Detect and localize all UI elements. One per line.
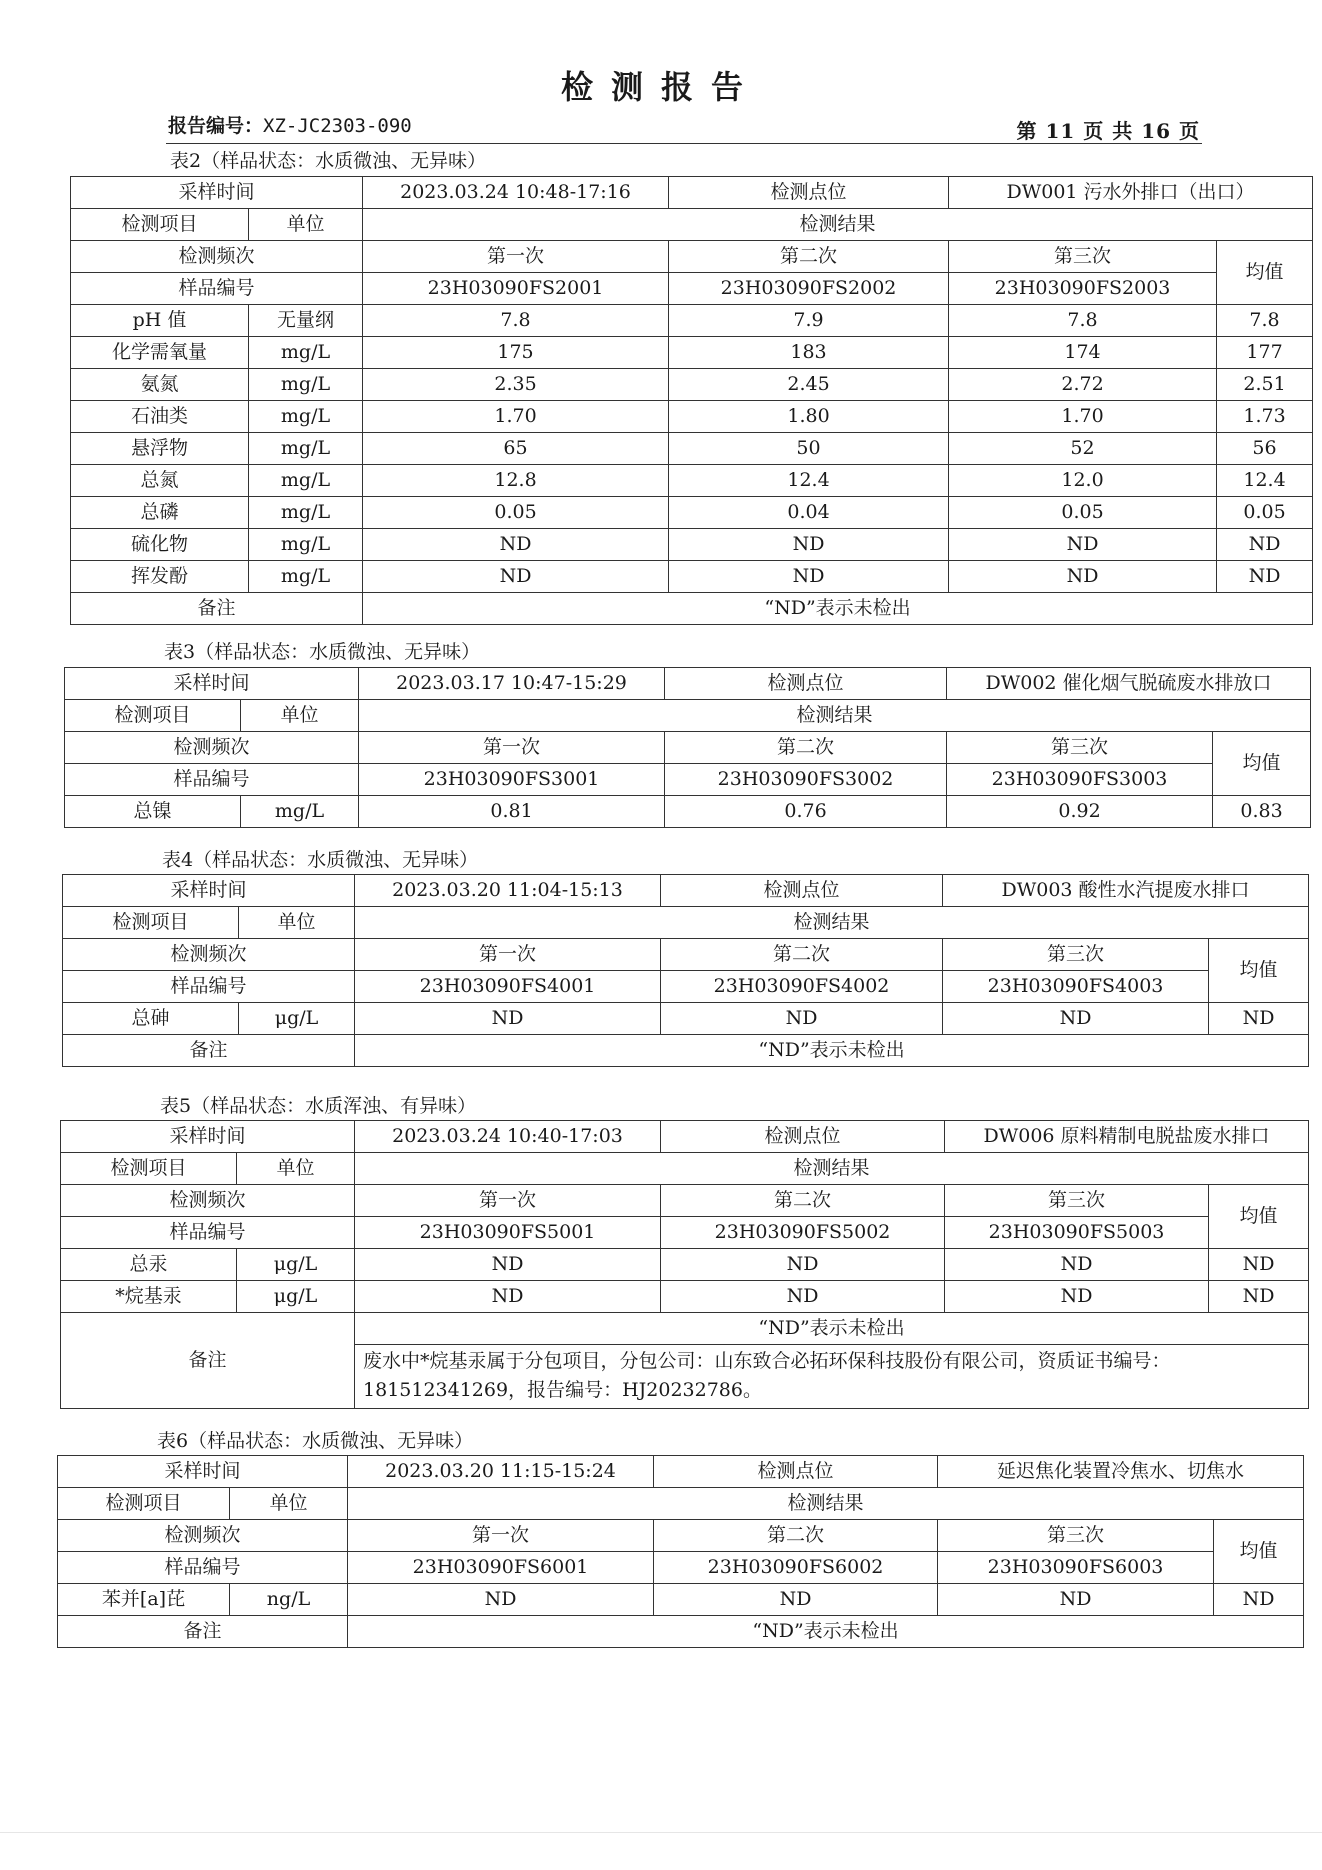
value-first: 175: [363, 337, 669, 369]
monitoring-point-label: 检测点位: [661, 1121, 945, 1153]
frequency-row: [58, 1520, 1304, 1552]
result-header: 检测结果: [355, 907, 1309, 939]
mean-header: 均值: [1209, 1185, 1309, 1249]
value-first: ND: [355, 1003, 661, 1035]
table-caption: 表4（样品状态：水质微浊、无异味）: [162, 849, 479, 871]
table-row: [71, 529, 1313, 561]
sample-no-label: 样品编号: [65, 764, 359, 796]
test-item-header: 检测项目: [63, 907, 239, 939]
monitoring-point-value: 延迟焦化装置冷焦水、切焦水: [938, 1456, 1304, 1488]
parameter-unit: mg/L: [249, 561, 363, 593]
frequency-first: 第一次: [355, 939, 661, 971]
sample-no-value: 23H03090FS2001: [363, 273, 669, 305]
table-caption: 表5（样品状态：水质浑浊、有异味）: [160, 1095, 477, 1117]
remark-row: [61, 1313, 1309, 1345]
monitoring-point-label: 检测点位: [661, 875, 943, 907]
value-mean: ND: [1209, 1249, 1309, 1281]
frequency-row: [65, 732, 1311, 764]
header-row: [71, 209, 1313, 241]
value-third: ND: [943, 1003, 1209, 1035]
monitoring-point-label: 检测点位: [669, 177, 949, 209]
sample-no-value: 23H03090FS6001: [348, 1552, 654, 1584]
frequency-row: [61, 1185, 1309, 1217]
sample-no-value: 23H03090FS5001: [355, 1217, 661, 1249]
sample-no-value: 23H03090FS2003: [949, 273, 1217, 305]
remark-label: 备注: [58, 1616, 348, 1648]
parameter-name: 石油类: [71, 401, 249, 433]
value-first: ND: [363, 529, 669, 561]
parameter-unit: ng/L: [230, 1584, 348, 1616]
frequency-third: 第三次: [943, 939, 1209, 971]
value-mean: 56: [1217, 433, 1313, 465]
value-third: 2.72: [949, 369, 1217, 401]
parameter-name: 化学需氧量: [71, 337, 249, 369]
value-mean: ND: [1209, 1003, 1309, 1035]
table-row: [61, 1249, 1309, 1281]
value-mean: ND: [1217, 529, 1313, 561]
value-mean: ND: [1214, 1584, 1304, 1616]
result-table: [57, 1455, 1304, 1648]
sampling-row: [71, 177, 1313, 209]
sample-no-label: 样品编号: [58, 1552, 348, 1584]
unit-header: 单位: [249, 209, 363, 241]
frequency-second: 第二次: [661, 939, 943, 971]
value-third: 174: [949, 337, 1217, 369]
sample-no-row: [61, 1217, 1309, 1249]
value-first: ND: [348, 1584, 654, 1616]
test-item-header: 检测项目: [61, 1153, 237, 1185]
table-caption: 表6（样品状态：水质微浊、无异味）: [157, 1430, 474, 1452]
mean-header: 均值: [1209, 939, 1309, 1003]
mean-header: 均值: [1214, 1520, 1304, 1584]
value-first: 2.35: [363, 369, 669, 401]
sample-no-row: [58, 1552, 1304, 1584]
value-mean: 2.51: [1217, 369, 1313, 401]
value-second: 183: [669, 337, 949, 369]
mean-header: 均值: [1217, 241, 1313, 305]
frequency-first: 第一次: [355, 1185, 661, 1217]
test-item-header: 检测项目: [65, 700, 241, 732]
test-item-header: 检测项目: [58, 1488, 230, 1520]
frequency-label: 检测频次: [65, 732, 359, 764]
parameter-name: 总汞: [61, 1249, 237, 1281]
parameter-name: 氨氮: [71, 369, 249, 401]
parameter-name: 总镍: [65, 796, 241, 828]
unit-header: 单位: [241, 700, 359, 732]
parameter-unit: μg/L: [237, 1249, 355, 1281]
value-second: 7.9: [669, 305, 949, 337]
value-first: ND: [355, 1281, 661, 1313]
value-third: 0.92: [947, 796, 1213, 828]
value-first: 1.70: [363, 401, 669, 433]
monitoring-point-value: DW001 污水外排口（出口）: [949, 177, 1313, 209]
table-row: [63, 1003, 1309, 1035]
value-first: ND: [363, 561, 669, 593]
report-title: 检测报告: [560, 68, 761, 106]
table-row: [71, 369, 1313, 401]
value-second: 12.4: [669, 465, 949, 497]
value-third: ND: [949, 561, 1217, 593]
parameter-unit: mg/L: [249, 497, 363, 529]
parameter-name: 挥发酚: [71, 561, 249, 593]
sample-no-value: 23H03090FS6002: [654, 1552, 938, 1584]
result-header: 检测结果: [359, 700, 1311, 732]
parameter-name: 苯并[a]芘: [58, 1584, 230, 1616]
result-table: [60, 1120, 1309, 1409]
monitoring-point-value: DW002 催化烟气脱硫废水排放口: [947, 668, 1311, 700]
value-third: 12.0: [949, 465, 1217, 497]
result-header: 检测结果: [355, 1153, 1309, 1185]
frequency-label: 检测频次: [63, 939, 355, 971]
table-row: [58, 1584, 1304, 1616]
header-row: [58, 1488, 1304, 1520]
sampling-time-label: 采样时间: [71, 177, 363, 209]
table-row: [71, 433, 1313, 465]
value-mean: 12.4: [1217, 465, 1313, 497]
value-first: ND: [355, 1249, 661, 1281]
parameter-unit: mg/L: [249, 401, 363, 433]
value-third: ND: [938, 1584, 1214, 1616]
frequency-third: 第三次: [938, 1520, 1214, 1552]
remark-text: “ND”表示未检出: [355, 1313, 1309, 1345]
frequency-second: 第二次: [654, 1520, 938, 1552]
value-second: 0.76: [665, 796, 947, 828]
header-row: [65, 700, 1311, 732]
value-second: 2.45: [669, 369, 949, 401]
parameter-unit: 无量纲: [249, 305, 363, 337]
frequency-third: 第三次: [949, 241, 1217, 273]
sample-no-row: [63, 971, 1309, 1003]
value-second: ND: [654, 1584, 938, 1616]
frequency-row: [71, 241, 1313, 273]
sampling-row: [65, 668, 1311, 700]
remark-row: [58, 1616, 1304, 1648]
frequency-second: 第二次: [665, 732, 947, 764]
sampling-row: [58, 1456, 1304, 1488]
value-first: 7.8: [363, 305, 669, 337]
value-first: 65: [363, 433, 669, 465]
remark-text: 废水中*烷基汞属于分包项目，分包公司：山东致合必拓环保科技股份有限公司，资质证书编号：181512341269，报告编号：HJ20232786。: [355, 1345, 1309, 1409]
value-mean: ND: [1209, 1281, 1309, 1313]
value-second: 50: [669, 433, 949, 465]
value-second: ND: [661, 1003, 943, 1035]
scan-edge: [0, 1832, 1322, 1833]
result-header: 检测结果: [348, 1488, 1304, 1520]
value-third: 0.05: [949, 497, 1217, 529]
test-item-header: 检测项目: [71, 209, 249, 241]
sampling-time-label: 采样时间: [65, 668, 359, 700]
report-number: [168, 111, 412, 138]
value-third: ND: [949, 529, 1217, 561]
frequency-third: 第三次: [947, 732, 1213, 764]
result-header: 检测结果: [363, 209, 1313, 241]
parameter-unit: μg/L: [237, 1281, 355, 1313]
frequency-third: 第三次: [945, 1185, 1209, 1217]
value-mean: 7.8: [1217, 305, 1313, 337]
sample-no-value: 23H03090FS5002: [661, 1217, 945, 1249]
header-divider: [166, 143, 1202, 144]
sample-no-label: 样品编号: [71, 273, 363, 305]
result-table: [64, 667, 1311, 828]
header-row: [63, 907, 1309, 939]
frequency-label: 检测频次: [61, 1185, 355, 1217]
table-caption: 表2（样品状态：水质微浊、无异味）: [170, 150, 487, 172]
frequency-label: 检测频次: [58, 1520, 348, 1552]
frequency-row: [63, 939, 1309, 971]
sample-no-value: 23H03090FS4001: [355, 971, 661, 1003]
parameter-name: pH 值: [71, 305, 249, 337]
sampling-time-value: 2023.03.24 10:40-17:03: [355, 1121, 661, 1153]
result-table: [62, 874, 1309, 1067]
value-third: ND: [945, 1249, 1209, 1281]
sampling-time-value: 2023.03.24 10:48-17:16: [363, 177, 669, 209]
frequency-first: 第一次: [359, 732, 665, 764]
parameter-name: 总磷: [71, 497, 249, 529]
frequency-label: 检测频次: [71, 241, 363, 273]
table-row: [65, 796, 1311, 828]
sample-no-value: 23H03090FS4002: [661, 971, 943, 1003]
remark-text: “ND”表示未检出: [348, 1616, 1304, 1648]
value-second: ND: [661, 1249, 945, 1281]
sampling-time-label: 采样时间: [63, 875, 355, 907]
remark-text: “ND”表示未检出: [355, 1035, 1309, 1067]
table-row: [71, 305, 1313, 337]
value-mean: ND: [1217, 561, 1313, 593]
frequency-first: 第一次: [348, 1520, 654, 1552]
page-indicator: 第 11 页 共 16 页: [1016, 119, 1200, 143]
sample-no-value: 23H03090FS2002: [669, 273, 949, 305]
remark-row: [71, 593, 1313, 625]
report-number-label: 报告编号：: [168, 115, 264, 137]
parameter-name: 总砷: [63, 1003, 239, 1035]
parameter-name: 硫化物: [71, 529, 249, 561]
sample-no-value: 23H03090FS3002: [665, 764, 947, 796]
frequency-second: 第二次: [669, 241, 949, 273]
monitoring-point-value: DW006 原料精制电脱盐废水排口: [945, 1121, 1309, 1153]
value-third: 7.8: [949, 305, 1217, 337]
value-third: 52: [949, 433, 1217, 465]
value-second: ND: [669, 529, 949, 561]
sampling-time-value: 2023.03.20 11:15-15:24: [348, 1456, 654, 1488]
sample-no-value: 23H03090FS3003: [947, 764, 1213, 796]
parameter-name: *烷基汞: [61, 1281, 237, 1313]
sampling-row: [63, 875, 1309, 907]
sampling-time-value: 2023.03.17 10:47-15:29: [359, 668, 665, 700]
table-caption: 表3（样品状态：水质微浊、无异味）: [164, 641, 481, 663]
value-mean: 0.05: [1217, 497, 1313, 529]
sample-no-value: 23H03090FS3001: [359, 764, 665, 796]
remark-row: [63, 1035, 1309, 1067]
value-second: ND: [661, 1281, 945, 1313]
parameter-unit: mg/L: [249, 529, 363, 561]
value-first: 12.8: [363, 465, 669, 497]
mean-header: 均值: [1213, 732, 1311, 796]
unit-header: 单位: [237, 1153, 355, 1185]
value-first: 0.81: [359, 796, 665, 828]
result-table: [70, 176, 1313, 625]
sample-no-value: 23H03090FS4003: [943, 971, 1209, 1003]
sampling-time-label: 采样时间: [61, 1121, 355, 1153]
table-row: [71, 465, 1313, 497]
value-first: 0.05: [363, 497, 669, 529]
sample-no-label: 样品编号: [61, 1217, 355, 1249]
monitoring-point-label: 检测点位: [665, 668, 947, 700]
table-row: [71, 497, 1313, 529]
sample-no-value: 23H03090FS6003: [938, 1552, 1214, 1584]
table-row: [61, 1281, 1309, 1313]
frequency-first: 第一次: [363, 241, 669, 273]
parameter-unit: mg/L: [249, 337, 363, 369]
remark-label: 备注: [71, 593, 363, 625]
value-second: ND: [669, 561, 949, 593]
value-mean: 0.83: [1213, 796, 1311, 828]
parameter-name: 总氮: [71, 465, 249, 497]
parameter-unit: mg/L: [249, 433, 363, 465]
unit-header: 单位: [239, 907, 355, 939]
value-second: 1.80: [669, 401, 949, 433]
sampling-time-label: 采样时间: [58, 1456, 348, 1488]
parameter-unit: mg/L: [249, 465, 363, 497]
sample-no-label: 样品编号: [63, 971, 355, 1003]
remark-label: 备注: [61, 1313, 355, 1409]
sample-no-row: [71, 273, 1313, 305]
parameter-name: 悬浮物: [71, 433, 249, 465]
report-number-value: XZ-JC2303-090: [263, 115, 412, 137]
value-mean: 177: [1217, 337, 1313, 369]
frequency-second: 第二次: [661, 1185, 945, 1217]
unit-header: 单位: [230, 1488, 348, 1520]
sampling-row: [61, 1121, 1309, 1153]
value-third: ND: [945, 1281, 1209, 1313]
remark-label: 备注: [63, 1035, 355, 1067]
value-mean: 1.73: [1217, 401, 1313, 433]
table-row: [71, 561, 1313, 593]
table-row: [71, 401, 1313, 433]
parameter-unit: mg/L: [249, 369, 363, 401]
parameter-unit: μg/L: [239, 1003, 355, 1035]
sampling-time-value: 2023.03.20 11:04-15:13: [355, 875, 661, 907]
sample-no-value: 23H03090FS5003: [945, 1217, 1209, 1249]
remark-text: “ND”表示未检出: [363, 593, 1313, 625]
header-row: [61, 1153, 1309, 1185]
parameter-unit: mg/L: [241, 796, 359, 828]
value-second: 0.04: [669, 497, 949, 529]
table-row: [71, 337, 1313, 369]
sample-no-row: [65, 764, 1311, 796]
monitoring-point-label: 检测点位: [654, 1456, 938, 1488]
monitoring-point-value: DW003 酸性水汽提废水排口: [943, 875, 1309, 907]
value-third: 1.70: [949, 401, 1217, 433]
